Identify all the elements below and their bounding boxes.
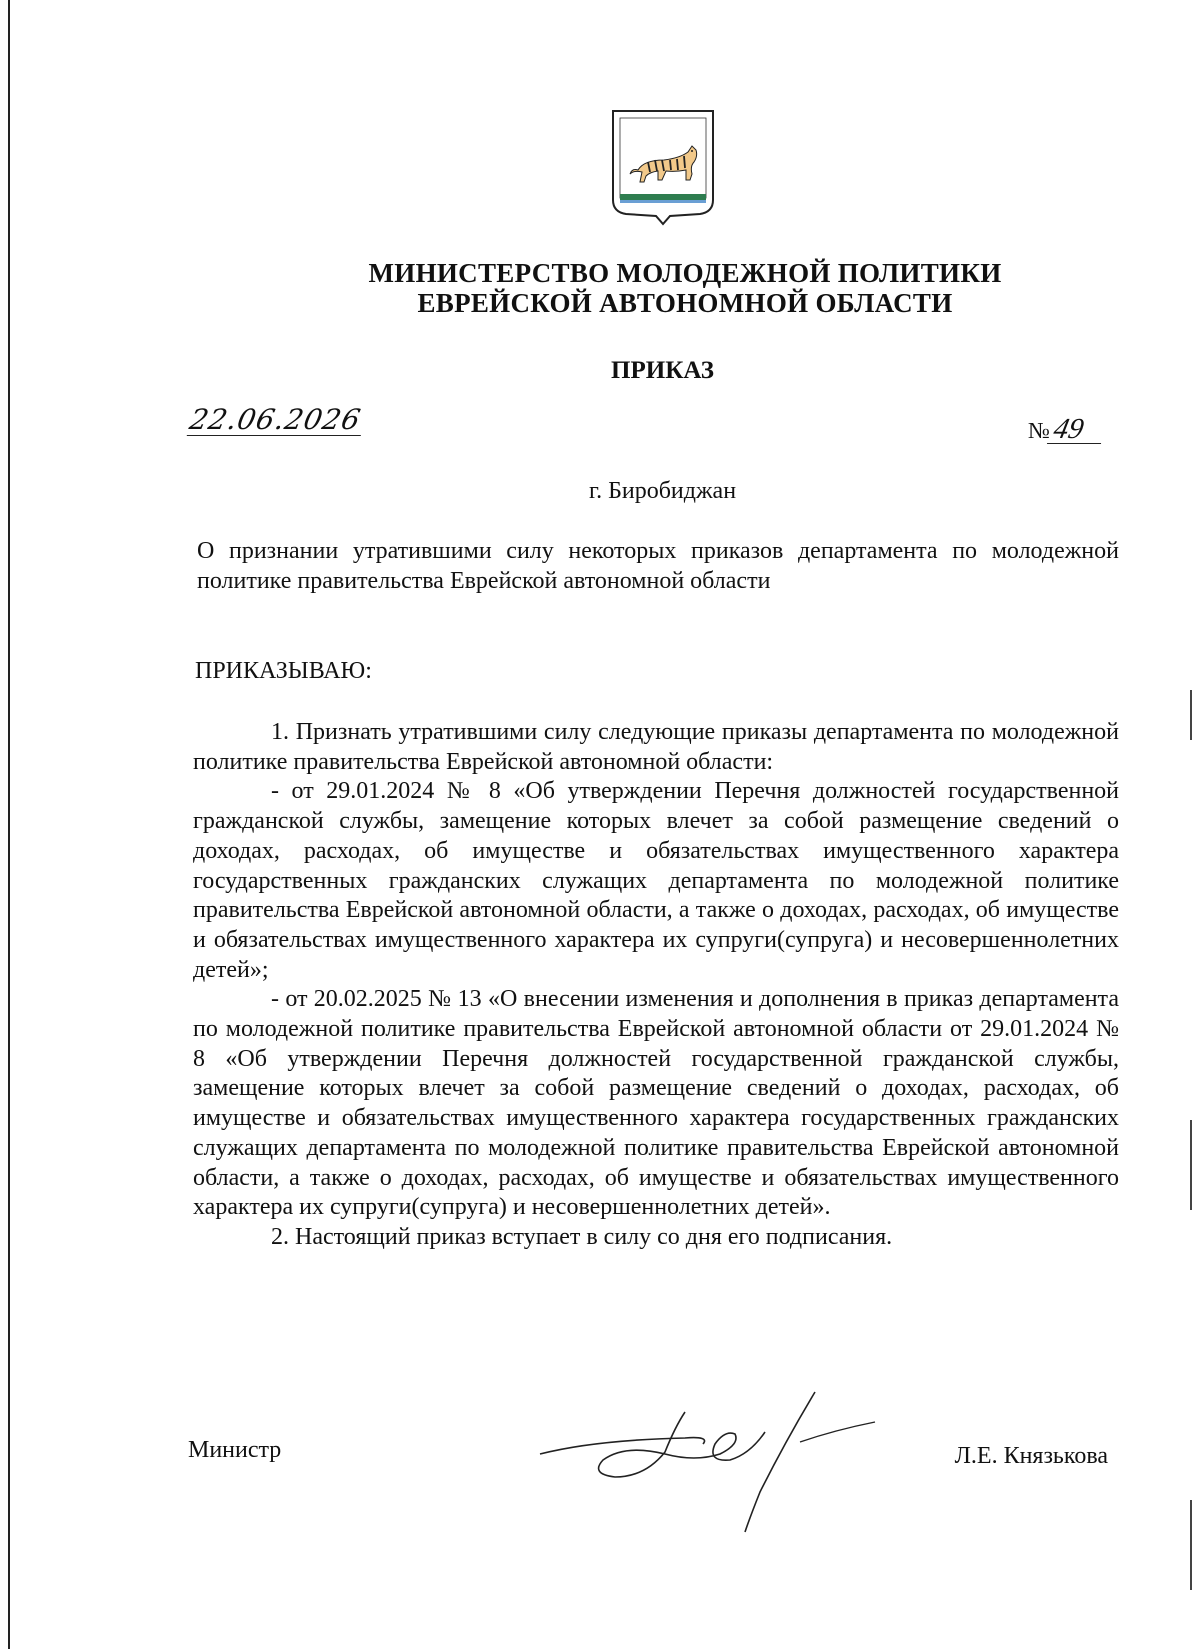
coat-of-arms-tiger-icon bbox=[610, 108, 716, 226]
ministry-name-line2: ЕВРЕЙСКОЙ АВТОНОМНОЙ ОБЛАСТИ bbox=[417, 288, 953, 318]
ministry-name-line1: МИНИСТЕРСТВО МОЛОДЕЖНОЙ ПОЛИТИКИ bbox=[368, 258, 1002, 288]
body-paragraph-4: 2. Настоящий приказ вступает в силу со дня его подписания. bbox=[271, 1223, 893, 1250]
ministry-name bbox=[0, 258, 1200, 318]
signer-name: Л.Е. Князькова bbox=[954, 1443, 1108, 1469]
number-sign: № bbox=[1028, 418, 1050, 443]
order-body bbox=[193, 718, 1119, 1253]
body-paragraph-1: 1. Признать утратившими силу следующие приказы департамента по молодежной политике правительства Еврейской автономной области: bbox=[193, 719, 1119, 775]
scan-edge-left bbox=[8, 0, 10, 1649]
scan-edge-right-mark bbox=[1190, 1120, 1192, 1210]
signer-position: Министр bbox=[188, 1437, 282, 1463]
order-date: 22.06.2026 bbox=[187, 405, 368, 436]
order-subject: О признании утратившими силу некоторых приказов департамента по молодежной политике правительства Еврейской автономной области bbox=[197, 538, 1119, 594]
scan-edge-right-mark bbox=[1190, 690, 1192, 740]
city: г. Биробиджан bbox=[588, 478, 737, 504]
document-type: ПРИКАЗ bbox=[611, 357, 714, 384]
order-number bbox=[1028, 415, 1104, 444]
handwritten-signature-icon bbox=[535, 1382, 915, 1552]
body-paragraph-3: - от 20.02.2025 № 13 «О внесении изменения и дополнения в приказ департамента по молодежной политике правительства Еврейской автономной области от 29.01.2024 № 8 «Об утверждении Перечня должностей государственной гражданской службы, замещение которых влечет за собой размещение сведений о доходах, расходах, об имуществе и обязательствах имущественного характера государственных гражданских служащих департамента по молодежной политике правительства Еврейской автономной области, а также о доходах, расходах, об имуществе и обязательствах имущественного характера их супруги(супруга) и несовершеннолетних детей». bbox=[193, 986, 1119, 1221]
scan-edge-right-mark bbox=[1190, 1500, 1192, 1590]
body-paragraph-2: - от 29.01.2024 № 8 «Об утверждении Перечня должностей государственной гражданской службы, замещение которых влечет за собой размещение сведений о доходах, расходах, об имуществе и обязательствах имущественного характера государственных гражданских служащих департамента по молодежной политике правительства Еврейской автономной области, а также о доходах, расходах, об имуществе и обязательствах имущественного характера их супруги(супруга) и несовершеннолетних детей»; bbox=[193, 778, 1119, 983]
order-directive: ПРИКАЗЫВАЮ: bbox=[195, 658, 372, 684]
order-number-value: 49 bbox=[1047, 415, 1107, 444]
